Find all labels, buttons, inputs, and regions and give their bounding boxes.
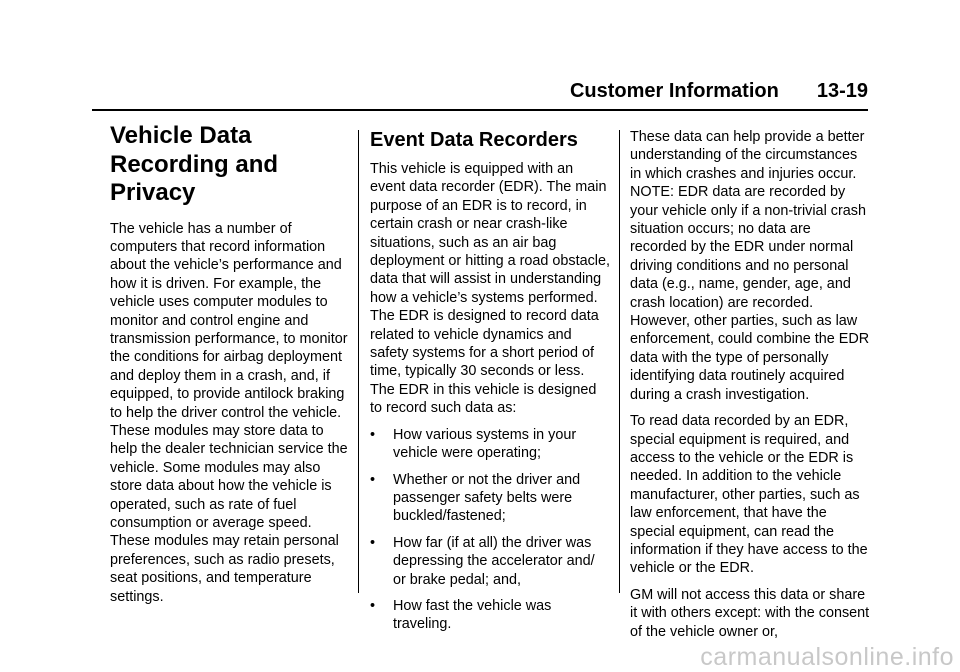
list-item: • How far (if at all) the driver was depressing the accelerator and/ or brake pedal; and, (370, 534, 595, 588)
header-rule (92, 109, 868, 111)
bullet-icon: • (370, 426, 376, 443)
body-paragraph: To read data recorded by an EDR, special equipment is required, and access to the vehicle or the EDR is needed. In addition to the vehicle manufacturer, other parties, such as law enforcement, that have the special equipment, can read the information if they have access to the vehicle or the EDR. (630, 413, 868, 577)
subsection-heading: Event Data Recorders (370, 129, 578, 151)
bullet-icon: • (370, 534, 376, 551)
bullet-icon: • (370, 471, 376, 488)
column-divider-2 (619, 130, 620, 593)
body-paragraph: This vehicle is equipped with an event data recorder (EDR). The main purpose of an EDR is to record, in certain crash or near crash-like situations, such as an air bag deployment or hitting a road obstacle, data that will assist in understanding how a vehicle’s systems performed. The EDR is designed to record data related to vehicle dynamics and safety systems for a short period of time, typically 30 seconds or less. The EDR in this vehicle is designed to record such data as: (370, 161, 610, 417)
body-paragraph: These data can help provide a better understanding of the circumstances in which crashes and injuries occur. NOTE: EDR data are recorded by your vehicle only if a non-trivial crash situation occurs; no data are recorded by the EDR under normal driving conditions and no personal data (e.g., name, gender, age, and crash location) are recorded. However, other parties, such as law enforcement, could combine the EDR data with the type of personally identifying data routinely acquired during a crash investigation. (630, 129, 870, 403)
section-title: Customer Information (569, 80, 779, 102)
section-heading: Vehicle Data Recording and Privacy (110, 122, 279, 206)
watermark: carmanualsonline.info (700, 643, 954, 671)
bullet-list (370, 426, 610, 634)
column-2 (370, 122, 610, 642)
page-header (570, 80, 868, 103)
list-item: • Whether or not the driver and passenger safety belts were buckled/fastened; (370, 471, 581, 525)
column-divider-1 (358, 130, 359, 593)
list-item: • How fast the vehicle was traveling. (370, 597, 552, 633)
body-paragraph: GM will not access this data or share it with others except: with the consent of the vehicle owner or, (630, 586, 870, 640)
body-paragraph: The vehicle has a number of computers that record information about the vehicle’s performance and how it is driven. For example, the vehicle uses computer modules to monitor and control engine and transmission performance, to monitor the conditions for airbag deployment and deploy them in a crash, and, if equipped, to provide antilock braking to help the driver control the vehicle. These modules may store data to help the dealer technician service the vehicle. Some modules may also store data about how the vehicle is operated, such as rate of fuel consumption or average speed. These modules may retain personal preferences, such as radio presets, seat positions, and temperature settings. (110, 220, 348, 605)
list-item: • How various systems in your vehicle were operating; (370, 426, 577, 462)
page-number: 13-19 (816, 80, 868, 102)
column-1 (110, 122, 350, 614)
bullet-icon: • (370, 597, 376, 614)
column-3 (630, 128, 870, 649)
